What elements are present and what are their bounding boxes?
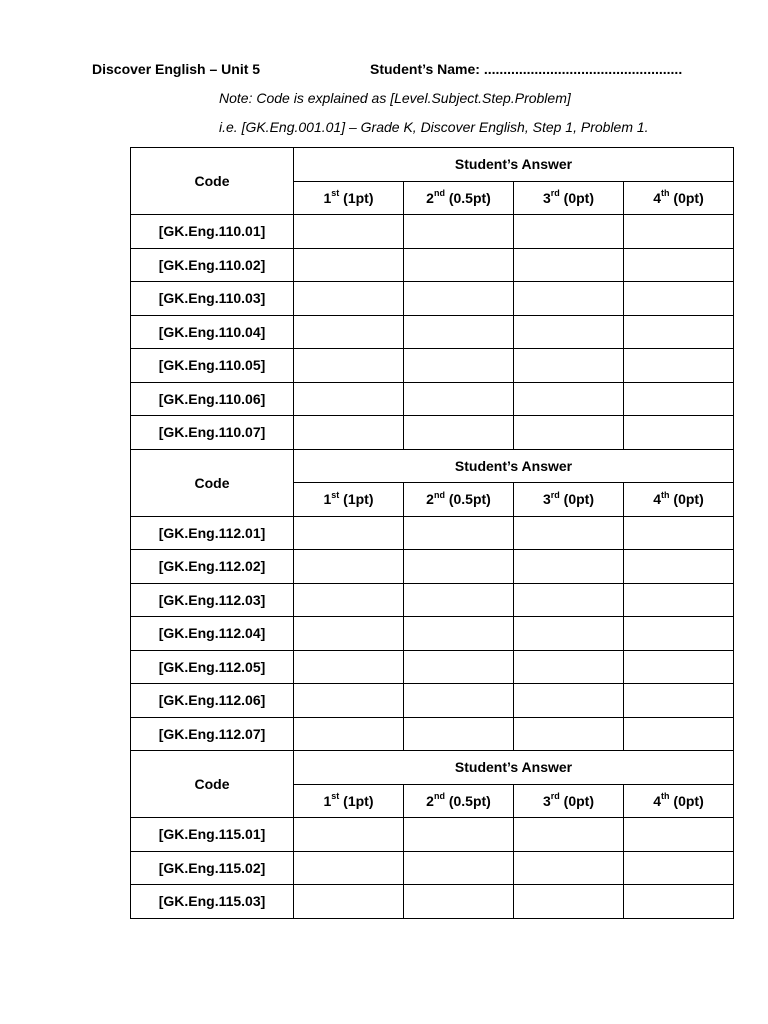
answer-cell[interactable] — [624, 650, 734, 684]
answer-cell[interactable] — [624, 885, 734, 919]
attempt-ordinal-suffix: th — [661, 188, 670, 199]
code-column-header: Code — [131, 449, 294, 516]
answer-cell[interactable] — [624, 215, 734, 249]
answer-cell[interactable] — [294, 818, 404, 852]
attempt-number: 1 — [323, 491, 332, 508]
attempt-ordinal-suffix: st — [331, 489, 340, 500]
answer-cell[interactable] — [514, 885, 624, 919]
attempt-ordinal-suffix: st — [331, 188, 340, 199]
table-row — [131, 516, 734, 550]
attempt-header — [514, 784, 624, 818]
answer-cell[interactable] — [514, 617, 624, 651]
table-row — [131, 550, 734, 584]
problem-code: [GK.Eng.112.05] — [131, 650, 294, 684]
answer-cell[interactable] — [294, 650, 404, 684]
attempt-number: 1 — [323, 189, 332, 206]
table-row — [131, 583, 734, 617]
answer-cell[interactable] — [404, 282, 514, 316]
attempt-number: 2 — [426, 792, 434, 809]
problem-code: [GK.Eng.115.03] — [131, 885, 294, 919]
answer-cell[interactable] — [294, 282, 404, 316]
answer-cell[interactable] — [514, 650, 624, 684]
problem-code: [GK.Eng.112.04] — [131, 617, 294, 651]
attempt-number: 4 — [653, 189, 662, 206]
attempt-points: (0pt) — [559, 491, 594, 508]
answer-cell[interactable] — [294, 248, 404, 282]
table-row — [131, 282, 734, 316]
attempt-number: 2 — [426, 189, 434, 206]
answer-cell[interactable] — [624, 583, 734, 617]
problem-code: [GK.Eng.110.01] — [131, 215, 294, 249]
attempt-ordinal-suffix: nd — [433, 489, 445, 500]
answer-cell[interactable] — [404, 550, 514, 584]
answer-cell[interactable] — [514, 248, 624, 282]
attempt-points: (1pt) — [339, 491, 374, 508]
answer-cell[interactable] — [294, 684, 404, 718]
attempt-number: 3 — [542, 491, 551, 508]
answer-cell[interactable] — [624, 349, 734, 383]
problem-code: [GK.Eng.110.02] — [131, 248, 294, 282]
attempt-header — [294, 784, 404, 818]
answer-cell[interactable] — [624, 617, 734, 651]
problem-code: [GK.Eng.112.03] — [131, 583, 294, 617]
attempt-points: (0pt) — [669, 189, 704, 206]
attempt-ordinal-suffix: rd — [550, 188, 560, 199]
answer-cell[interactable] — [624, 818, 734, 852]
attempt-header — [294, 181, 404, 215]
section-header-row — [131, 751, 734, 785]
table-row — [131, 416, 734, 450]
problem-code: [GK.Eng.112.01] — [131, 516, 294, 550]
answer-cell[interactable] — [624, 282, 734, 316]
attempt-number: 3 — [542, 189, 551, 206]
answer-cell[interactable] — [624, 248, 734, 282]
attempt-ordinal-suffix: nd — [433, 791, 445, 802]
answer-cell[interactable] — [514, 382, 624, 416]
answer-cell[interactable] — [624, 315, 734, 349]
attempt-points: (0pt) — [669, 491, 704, 508]
table-row — [131, 818, 734, 852]
answer-cell[interactable] — [624, 684, 734, 718]
table-row — [131, 684, 734, 718]
answer-table — [130, 147, 734, 919]
table-row — [131, 617, 734, 651]
answer-cell[interactable] — [294, 885, 404, 919]
attempt-points: (0pt) — [559, 792, 594, 809]
answer-cell[interactable] — [514, 315, 624, 349]
problem-code: [GK.Eng.112.07] — [131, 717, 294, 751]
answer-cell[interactable] — [294, 550, 404, 584]
attempt-points: (0.5pt) — [444, 792, 491, 809]
answer-cell[interactable] — [404, 349, 514, 383]
answer-cell[interactable] — [514, 550, 624, 584]
problem-code: [GK.Eng.110.04] — [131, 315, 294, 349]
answer-cell[interactable] — [404, 315, 514, 349]
students-answer-header: Student’s Answer — [294, 148, 734, 182]
answer-cell[interactable] — [514, 416, 624, 450]
answer-cell[interactable] — [514, 583, 624, 617]
attempt-header — [624, 483, 734, 517]
attempt-ordinal-suffix: rd — [550, 489, 560, 500]
attempt-number: 4 — [653, 792, 662, 809]
answer-cell[interactable] — [514, 282, 624, 316]
table-row — [131, 885, 734, 919]
page-title: Discover English – Unit 5 — [92, 61, 261, 77]
answer-cell[interactable] — [294, 382, 404, 416]
attempt-points: (0.5pt) — [444, 491, 491, 508]
answer-cell[interactable] — [404, 818, 514, 852]
answer-cell[interactable] — [624, 717, 734, 751]
problem-code: [GK.Eng.115.01] — [131, 818, 294, 852]
students-answer-header: Student’s Answer — [294, 751, 734, 785]
answer-cell[interactable] — [294, 617, 404, 651]
attempt-ordinal-suffix: rd — [550, 791, 560, 802]
code-example: i.e. [GK.Eng.001.01] – Grade K, Discover English, Step 1, Problem 1. — [219, 119, 649, 135]
table-row — [131, 382, 734, 416]
table-row — [131, 650, 734, 684]
attempt-header — [624, 181, 734, 215]
table-row — [131, 717, 734, 751]
answer-cell[interactable] — [404, 215, 514, 249]
attempt-ordinal-suffix: th — [661, 489, 670, 500]
table-row — [131, 851, 734, 885]
attempt-number: 1 — [323, 792, 332, 809]
code-note: Note: Code is explained as [Level.Subject.Step.Problem] — [219, 90, 571, 106]
problem-code: [GK.Eng.112.06] — [131, 684, 294, 718]
problem-code: [GK.Eng.112.02] — [131, 550, 294, 584]
answer-cell[interactable] — [404, 617, 514, 651]
section-header-row — [131, 449, 734, 483]
attempt-header — [404, 784, 514, 818]
attempt-points: (1pt) — [339, 189, 374, 206]
attempt-header — [294, 483, 404, 517]
attempt-points: (0pt) — [559, 189, 594, 206]
attempt-header — [404, 483, 514, 517]
answer-cell[interactable] — [404, 583, 514, 617]
attempt-header — [514, 483, 624, 517]
code-column-header: Code — [131, 148, 294, 215]
answer-cell[interactable] — [404, 382, 514, 416]
attempt-number: 4 — [653, 491, 662, 508]
attempt-points: (0pt) — [669, 792, 704, 809]
answer-cell[interactable] — [404, 851, 514, 885]
code-column-header: Code — [131, 751, 294, 818]
answer-cell[interactable] — [624, 851, 734, 885]
answer-cell[interactable] — [404, 416, 514, 450]
answer-cell[interactable] — [514, 349, 624, 383]
attempt-number: 2 — [426, 491, 434, 508]
attempt-number: 3 — [542, 792, 551, 809]
problem-code: [GK.Eng.110.05] — [131, 349, 294, 383]
answer-cell[interactable] — [514, 215, 624, 249]
section-header-row — [131, 148, 734, 182]
problem-code: [GK.Eng.110.03] — [131, 282, 294, 316]
answer-cell[interactable] — [404, 248, 514, 282]
answer-cell[interactable] — [294, 349, 404, 383]
problem-code: [GK.Eng.110.07] — [131, 416, 294, 450]
attempt-header — [404, 181, 514, 215]
problem-code: [GK.Eng.115.02] — [131, 851, 294, 885]
answer-cell[interactable] — [624, 382, 734, 416]
table-row — [131, 349, 734, 383]
answer-cell[interactable] — [624, 516, 734, 550]
answer-cell[interactable] — [294, 516, 404, 550]
answer-cell[interactable] — [294, 851, 404, 885]
attempt-ordinal-suffix: nd — [433, 188, 445, 199]
answer-cell[interactable] — [404, 516, 514, 550]
attempt-ordinal-suffix: th — [661, 791, 670, 802]
answer-cell[interactable] — [294, 717, 404, 751]
attempt-points: (0.5pt) — [444, 189, 491, 206]
answer-cell[interactable] — [294, 215, 404, 249]
students-answer-header: Student’s Answer — [294, 449, 734, 483]
answer-cell[interactable] — [514, 516, 624, 550]
answer-cell[interactable] — [514, 717, 624, 751]
answer-cell[interactable] — [624, 550, 734, 584]
attempt-header — [624, 784, 734, 818]
answer-cell[interactable] — [294, 583, 404, 617]
student-name-field[interactable]: Student’s Name: ................................................... — [370, 61, 683, 77]
answer-cell[interactable] — [404, 650, 514, 684]
answer-cell[interactable] — [514, 851, 624, 885]
problem-code: [GK.Eng.110.06] — [131, 382, 294, 416]
answer-cell[interactable] — [404, 684, 514, 718]
answer-cell[interactable] — [514, 684, 624, 718]
table-row — [131, 215, 734, 249]
answer-cell[interactable] — [514, 818, 624, 852]
answer-cell[interactable] — [294, 416, 404, 450]
answer-cell[interactable] — [404, 717, 514, 751]
attempt-points: (1pt) — [339, 792, 374, 809]
table-row — [131, 248, 734, 282]
answer-cell[interactable] — [624, 416, 734, 450]
answer-cell[interactable] — [294, 315, 404, 349]
attempt-ordinal-suffix: st — [331, 791, 340, 802]
answer-cell[interactable] — [404, 885, 514, 919]
attempt-header — [514, 181, 624, 215]
table-row — [131, 315, 734, 349]
